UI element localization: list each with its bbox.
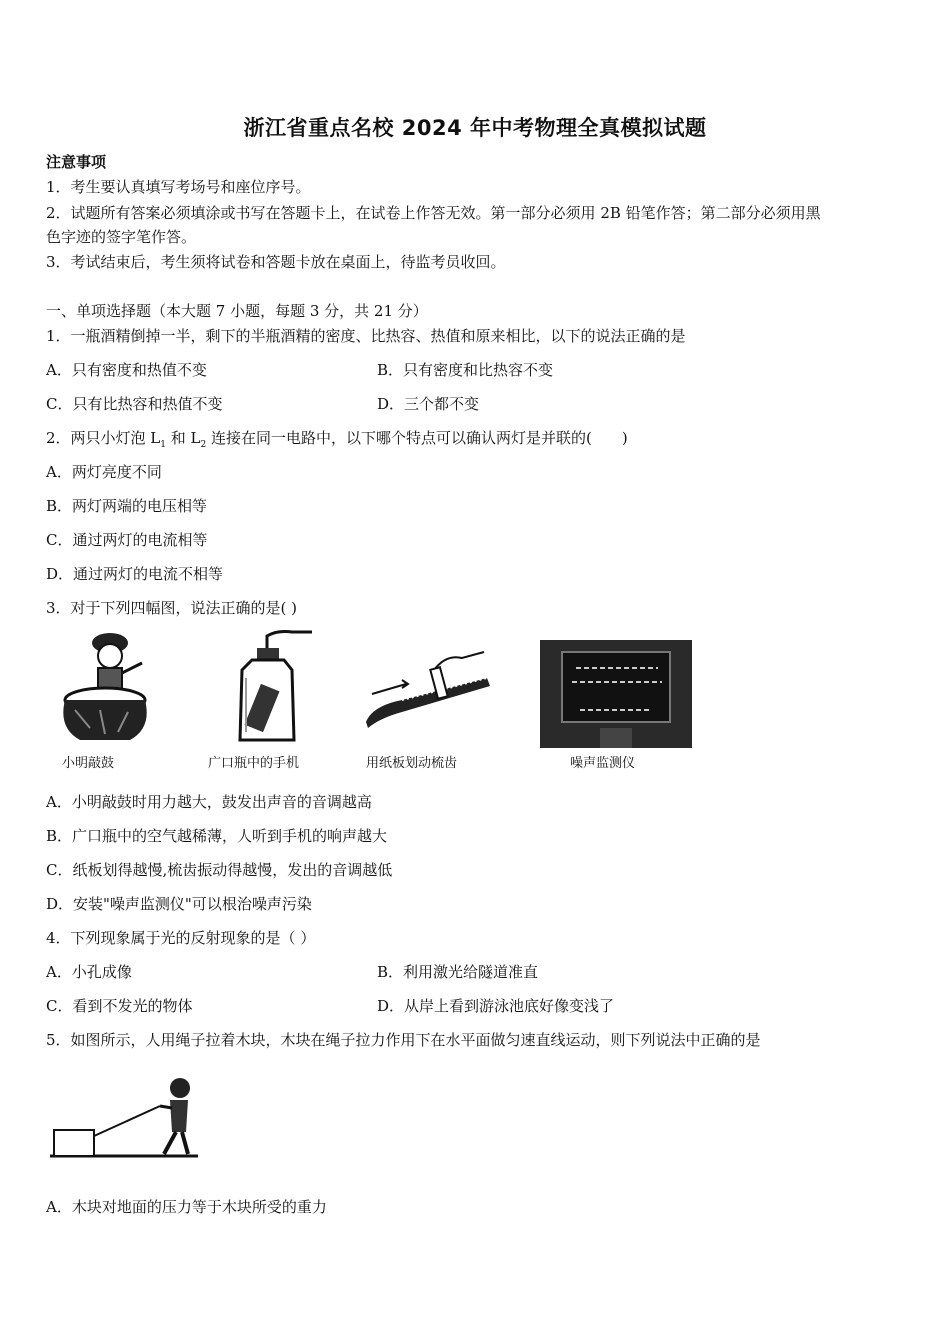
figure-caption: 用纸板划动梳齿 (366, 756, 458, 771)
q1-option-c: C．只有比热容和热值不变 (46, 395, 223, 413)
q2-option-c: C．通过两灯的电流相等 (46, 531, 208, 549)
q2-stem-part: 2．两只小灯泡 L (46, 429, 161, 447)
figure-caption: 小明敲鼓 (62, 756, 115, 771)
q3-option-b: B．广口瓶中的空气越稀薄，人听到手机的响声越大 (46, 827, 388, 845)
figure-caption: 噪声监测仪 (570, 756, 636, 771)
q1-option-b: B．只有密度和比热容不变 (377, 361, 554, 379)
notice-heading: 注意事项 (46, 153, 107, 171)
notice-item: 1．考生要认真填写考场号和座位序号。 (46, 178, 311, 196)
notice-item: 3．考试结束后，考生须将试卷和答题卡放在桌面上，待监考员收回。 (46, 253, 506, 271)
q2-stem-part: 和 L (166, 429, 201, 447)
q2-option-d: D．通过两灯的电流不相等 (46, 565, 224, 583)
figure-caption: 广口瓶中的手机 (208, 756, 300, 771)
q4-option-c: C．看到不发光的物体 (46, 997, 193, 1015)
q2-option-b: B．两灯两端的电压相等 (46, 497, 208, 515)
q4-option-b: B．利用激光给隧道准直 (377, 963, 539, 981)
drum-figure (50, 628, 160, 750)
q3-option-d: D．安装"噪声监测仪"可以根治噪声污染 (46, 895, 312, 913)
question-2-stem (46, 428, 628, 455)
page-title: 浙江省重点名校 2024 年中考物理全真模拟试题 (243, 116, 707, 140)
question-5-stem: 5．如图所示，人用绳子拉着木块，木块在绳子拉力作用下在水平面做匀速直线运动，则下列说法中正确的是 (46, 1031, 761, 1049)
noise-monitor-figure (540, 640, 692, 748)
q4-option-d: D．从岸上看到游泳池底好像变浅了 (377, 997, 615, 1015)
section-heading: 一、单项选择题（本大题 7 小题，每题 3 分，共 21 分） (46, 302, 428, 320)
jar-figure (222, 628, 322, 750)
q3-option-c: C．纸板划得越慢,梳齿振动得越慢，发出的音调越低 (46, 861, 393, 879)
notice-item: 2．试题所有答案必须填涂或书写在答题卡上，在试卷上作答无效。第一部分必须用 2B 铅笔作答；第二部分必须用黑 (46, 204, 821, 222)
question-3-stem: 3．对于下列四幅图，说法正确的是( ) (46, 599, 298, 617)
question-1-stem: 1．一瓶酒精倒掉一半，剩下的半瓶酒精的密度、比热容、热值和原来相比，以下的说法正确的是 (46, 327, 686, 345)
q2-stem-part: 连接在同一电路中，以下哪个特点可以确认两灯是并联的( ) (206, 429, 628, 447)
q2-subscript: 2 (200, 440, 207, 450)
q2-option-a: A．两灯亮度不同 (46, 463, 162, 481)
q5-option-a: A．木块对地面的压力等于木块所受的重力 (46, 1198, 327, 1216)
q3-option-a: A．小明敲鼓时用力越大，鼓发出声音的音调越高 (46, 793, 372, 811)
notice-item: 色字迹的签字笔作答。 (46, 228, 197, 246)
q1-option-a: A．只有密度和热值不变 (46, 361, 207, 379)
q4-option-a: A．小孔成像 (46, 963, 132, 981)
q1-option-d: D．三个都不变 (377, 395, 480, 413)
pulling-block-figure (48, 1074, 200, 1162)
comb-figure (362, 648, 492, 738)
q2-subscript: 1 (160, 440, 167, 450)
question-4-stem: 4．下列现象属于光的反射现象的是（ ） (46, 929, 316, 947)
